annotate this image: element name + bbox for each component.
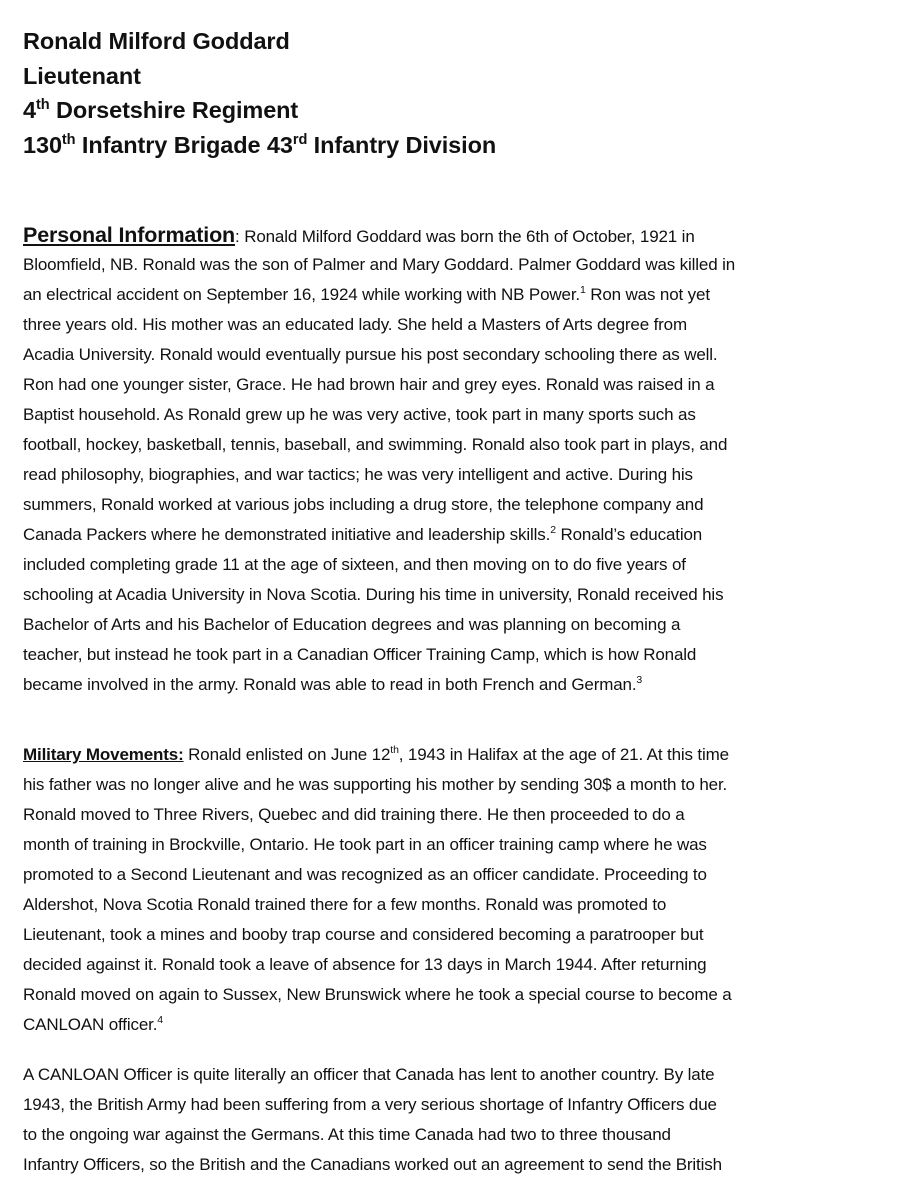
officer-regiment [23,93,873,128]
regiment-name: Dorsetshire Regiment [49,97,299,123]
text-line: Ronald moved on again to Sussex, New Brunswick where he took a special course to become a [23,985,732,1004]
canloan-paragraph [23,1060,722,1180]
text-line: to the ongoing war against the Germans. At this time Canada had two to three thousand [23,1125,671,1144]
regiment-number: 4 [23,97,36,123]
text-line: his father was no longer alive and he was supporting his mother by sending 30$ a month to her. [23,775,728,794]
military-movements-paragraph [23,740,732,1040]
text-line: Ron had one younger sister, Grace. He had brown hair and grey eyes. Ronald was raised in a [23,375,715,394]
text-span: Ronald’s education [555,525,703,544]
footnote-ref-2: 2 [550,524,556,536]
text-line: Infantry Officers, so the British and the Canadians worked out an agreement to send the British [23,1155,722,1174]
text-line: month of training in Brockville, Ontario. He took part in an officer training camp where he was [23,835,707,854]
division-name: Infantry Division [307,131,497,158]
text-span: , 1943 in Halifax at the age of 21. At this time [398,745,729,764]
text-line: schooling at Acadia University in Nova Scotia. During his time in university, Ronald received his [23,585,724,604]
text-span: an electrical accident on September 16, 1924 while working with NB Power. [23,285,580,304]
text-line [23,280,735,310]
text-line [23,670,735,700]
text-span: Ronald enlisted on June 12 [183,745,391,764]
brigade-number: 130 [23,131,62,158]
text-line: teacher, but instead he took part in a Canadian Officer Training Camp, which is how Ronald [23,645,697,664]
officer-brigade-division [23,128,873,163]
text-line: Aldershot, Nova Scotia Ronald trained there for a few months. Ronald was promoted to [23,895,667,914]
text-line: summers, Ronald worked at various jobs including a drug store, the telephone company and [23,495,704,514]
text-line [23,520,735,550]
text-span: : Ronald Milford Goddard was born the 6th of October, 1921 in [235,227,695,246]
text-span: Canada Packers where he demonstrated initiative and leadership skills. [23,525,551,544]
personal-information-heading: Personal Information [23,223,236,247]
text-line: Baptist household. As Ronald grew up he was very active, took part in many sports such as [23,405,696,424]
personal-information-paragraph [23,220,735,700]
text-span: CANLOAN officer. [23,1015,158,1034]
text-line [23,1010,732,1040]
footnote-ref-3: 3 [636,674,643,686]
officer-rank: Lieutenant [23,62,141,89]
officer-name: Ronald Milford Goddard [23,28,290,54]
text-line: read philosophy, biographies, and war tactics; he was very intelligent and active. During his [23,465,693,484]
text-line [23,740,732,770]
text-line: Lieutenant, took a mines and booby trap course and considered becoming a paratrooper but [23,925,704,944]
brigade-ordinal: th [61,131,76,148]
footnote-ref-1: 1 [579,284,586,296]
military-movements-heading: Military Movements: [23,745,184,764]
brigade-name: Infantry Brigade 43 [75,131,293,158]
text-line: promoted to a Second Lieutenant and was recognized as an officer candidate. Proceeding to [23,865,707,884]
regiment-ordinal: th [35,97,50,114]
footnote-ref-4: 4 [157,1014,163,1026]
document-header [23,24,873,162]
division-ordinal: rd [292,131,308,148]
document-page [23,24,873,1174]
text-line [23,220,735,250]
text-line: Bachelor of Arts and his Bachelor of Education degrees and was planning on becoming a [23,615,681,634]
text-line: Acadia University. Ronald would eventually pursue his post secondary schooling there as well. [23,345,718,364]
text-line: decided against it. Ronald took a leave of absence for 13 days in March 1944. After returning [23,955,707,974]
text-line: three years old. His mother was an educated lady. She held a Masters of Arts degree from [23,315,687,334]
text-line: 1943, the British Army had been suffering from a very serious shortage of Infantry Officers due [23,1095,717,1114]
ordinal-suffix: th [390,744,399,756]
text-span: Ron was not yet [585,285,710,304]
text-span: became involved in the army. Ronald was able to read in both French and German. [23,675,637,694]
text-line: included completing grade 11 at the age of sixteen, and then moving on to do five years of [23,555,686,574]
text-line: Bloomfield, NB. Ronald was the son of Palmer and Mary Goddard. Palmer Goddard was killed in [23,255,736,274]
text-line: football, hockey, basketball, tennis, baseball, and swimming. Ronald also took part in plays, and [23,435,728,454]
text-line: A CANLOAN Officer is quite literally an officer that Canada has lent to another country. By late [23,1065,715,1084]
text-line: Ronald moved to Three Rivers, Quebec and did training there. He then proceeded to do a [23,805,685,824]
